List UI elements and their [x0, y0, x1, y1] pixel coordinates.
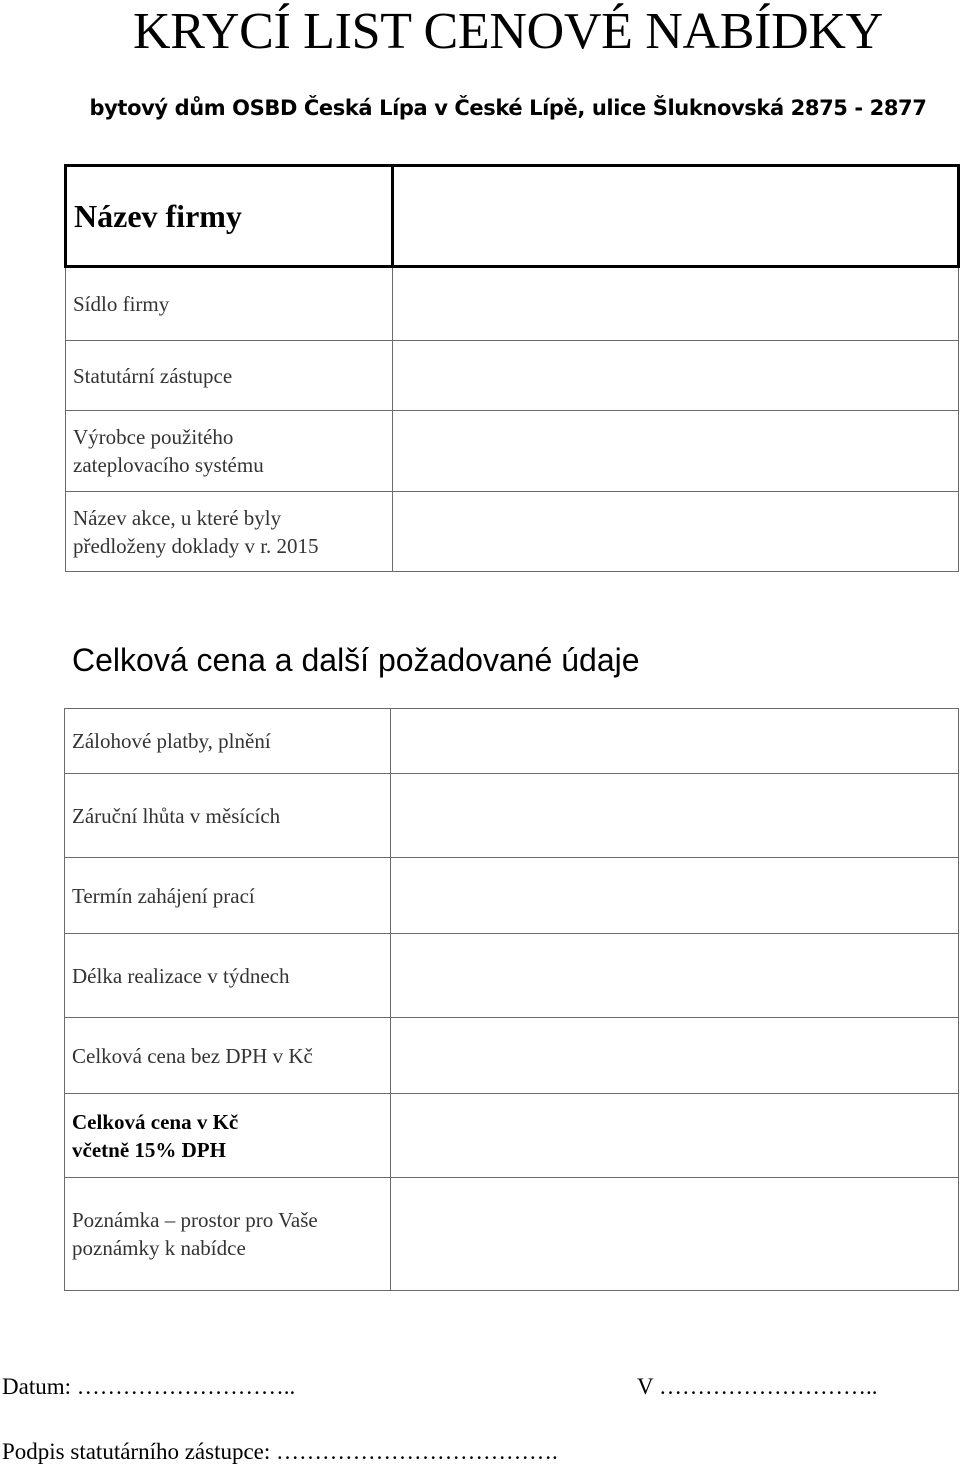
- label-line: Výrobce použitého: [73, 425, 234, 449]
- label-line: poznámky k nabídce: [72, 1236, 246, 1260]
- row-label: Název firmy: [74, 198, 242, 234]
- label-line: Poznámka – prostor pro Vaše: [72, 1208, 318, 1232]
- label-line: včetně 15% DPH: [72, 1137, 226, 1162]
- start-date-label: Termín zahájení prací: [65, 858, 391, 934]
- note-label: [65, 1178, 391, 1291]
- document-subtitle: bytový dům OSBD Česká Lípa v České Lípě, ulice Šluknovská 2875 - 2877: [89, 96, 927, 120]
- table-row: [66, 341, 959, 411]
- document-title: KRYCÍ LIST CENOVÉ NABÍDKY: [133, 3, 883, 60]
- duration-field[interactable]: [391, 934, 959, 1018]
- price-with-vat-field[interactable]: [391, 1094, 959, 1178]
- statutory-representative-field[interactable]: [392, 341, 958, 411]
- label-line: Název akce, u které byly: [73, 505, 282, 530]
- duration-label: Délka realizace v týdnech: [65, 934, 391, 1018]
- company-name-label: [66, 166, 393, 267]
- table-row: [66, 411, 959, 492]
- price-details-table: [64, 708, 959, 1291]
- insulation-manufacturer-field[interactable]: [392, 411, 958, 492]
- place-line[interactable]: V ………………………..: [637, 1374, 878, 1399]
- company-seat-label: Sídlo firmy: [66, 267, 393, 341]
- reference-project-label: [66, 492, 393, 572]
- table-row: [65, 858, 959, 934]
- label-line: předloženy doklady v r. 2015: [73, 533, 319, 558]
- advance-payments-field[interactable]: [391, 709, 959, 774]
- table-row: [66, 267, 959, 341]
- insulation-manufacturer-label: [66, 411, 393, 492]
- company-seat-field[interactable]: [392, 267, 958, 341]
- warranty-label: Záruční lhůta v měsících: [65, 774, 391, 858]
- advance-payments-label: Zálohové platby, plnění: [65, 709, 391, 774]
- price-without-vat-label: Celková cena bez DPH v Kč: [65, 1018, 391, 1094]
- section-heading: Celková cena a další požadované údaje: [72, 642, 640, 678]
- company-name-field[interactable]: [392, 166, 958, 267]
- warranty-field[interactable]: [391, 774, 959, 858]
- note-field[interactable]: [391, 1178, 959, 1291]
- table-row: [66, 166, 959, 267]
- reference-project-field[interactable]: [392, 492, 958, 572]
- price-without-vat-field[interactable]: [391, 1018, 959, 1094]
- table-row: [65, 1178, 959, 1291]
- table-row: [65, 709, 959, 774]
- company-info-table: [64, 164, 960, 572]
- start-date-field[interactable]: [391, 858, 959, 934]
- statutory-representative-label: Statutární zástupce: [66, 341, 393, 411]
- table-row: [65, 774, 959, 858]
- table-row: [65, 1094, 959, 1178]
- table-row: [65, 934, 959, 1018]
- signature-line[interactable]: Podpis statutárního zástupce: ……………………………….: [2, 1439, 558, 1464]
- label-line: zateplovacího systému: [73, 453, 264, 477]
- table-row: [66, 492, 959, 572]
- date-line[interactable]: Datum: ………………………..: [2, 1374, 296, 1399]
- label-line: Celková cena v Kč: [72, 1109, 239, 1134]
- table-row: [65, 1018, 959, 1094]
- price-with-vat-label: [65, 1094, 391, 1178]
